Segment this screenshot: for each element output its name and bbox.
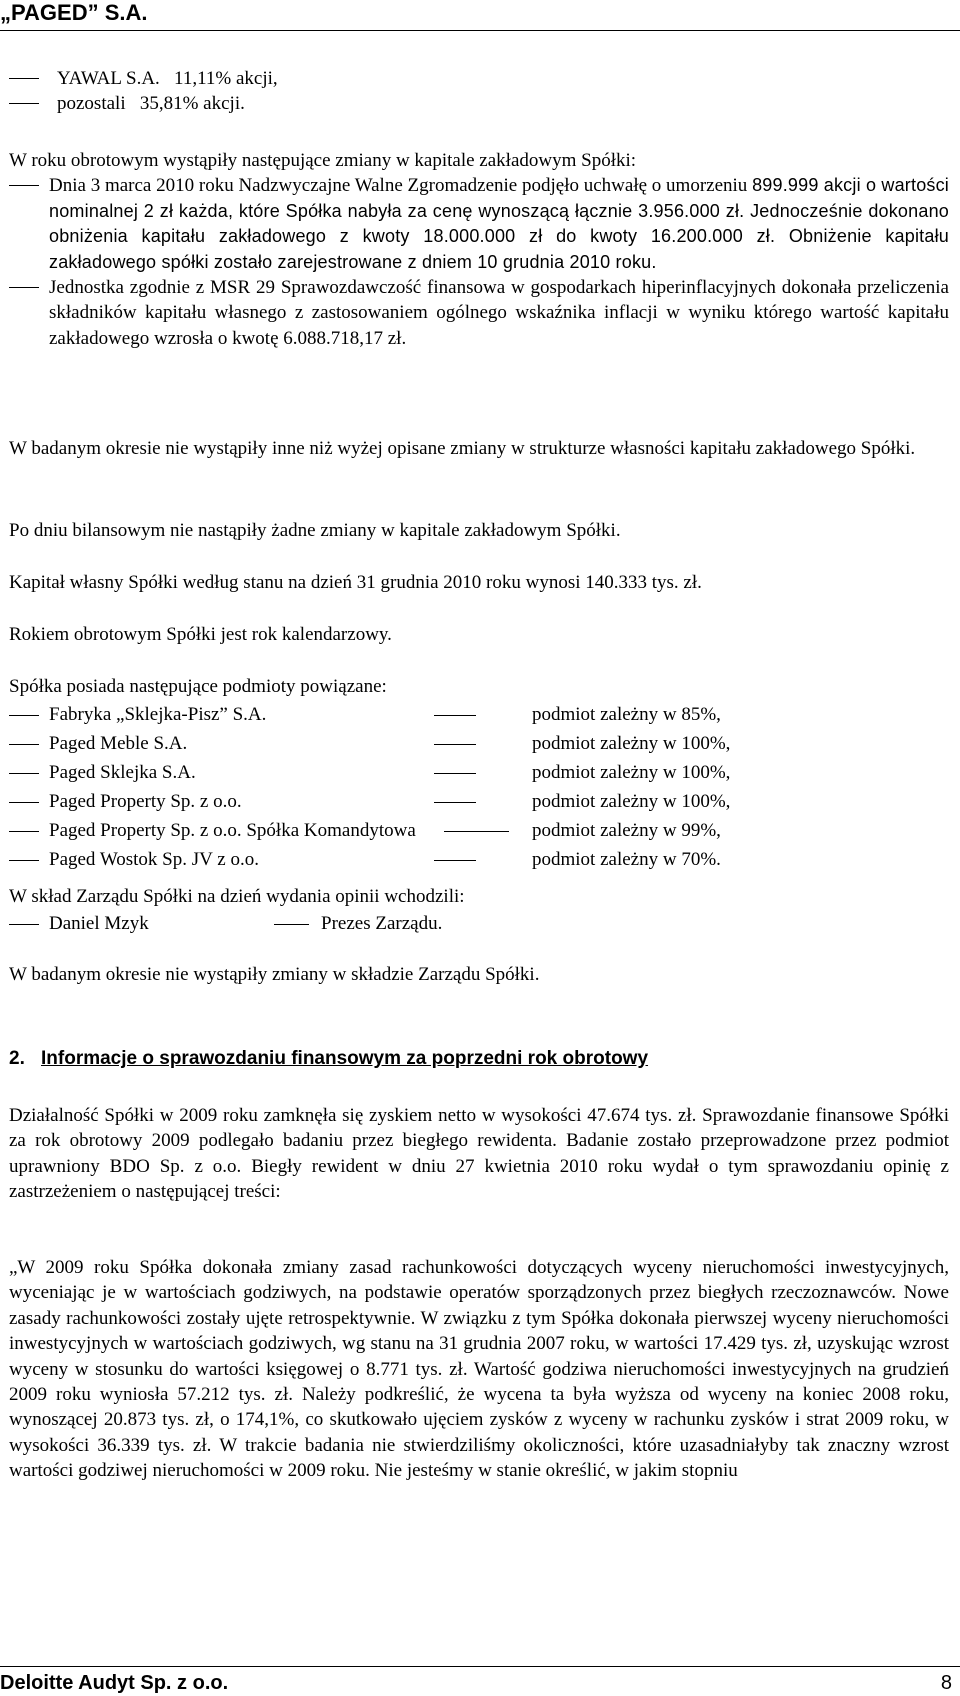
section-heading [9, 1048, 648, 1070]
capital-change-item-2: Jednostka zgodnie z MSR 29 Sprawozdawczość finansowa w gospodarkach hiperinflacyjnych dokonała przeliczenia składników kapitału własnego z zastosowaniem ogólnego wskaźnika inflacji w wyniku którego wartość kapitału zakładowego wzrosła o kwotę 6.088.718,17 zł. [9, 275, 949, 351]
capital-change-item-1-rest: 899.999 akcji o wartości nominalnej 2 zł każda, które Spółka nabyła za cenę wynoszącą łącznie 3.956.000 zł. Jednocześnie dokonano obniżenia kapitału zakładowego z kwoty 18.000.000 zł do kwoty 16.200.000 zł. Obniżenie kapitału zakładowego spółki zostało zarejestrowane z dniem 10 grudnia 2010 roku. [49, 175, 950, 272]
related-entity-status: podmiot zależny w 100%, [532, 791, 731, 812]
capital-change-item-1 [9, 173, 949, 275]
related-entity-status: podmiot zależny w 85%, [532, 704, 721, 725]
related-entity-row [9, 847, 949, 876]
section-paragraph: Działalność Spółki w 2009 roku zamknęła się zyskiem netto w wysokości 47.674 tys. zł. Sprawozdanie finansowe Spółki za rok obrotowy 2009 podlegało badaniu przez biegłego rewidenta. Badanie zostało przeprowadzone przez podmiot uprawniony BDO Sp. z o.o. Biegły rewident w dniu 27 kwietnia 2010 roku wydał o tym sprawozdaniu opinię z zastrzeżeniem o następującej treści: [9, 1105, 949, 1203]
board-intro: W skład Zarządu Spółki na dzień wydania opinii wchodzili: [9, 886, 465, 907]
paragraph-related-intro: Spółka posiada następujące podmioty powiązane: [9, 676, 387, 697]
board-member-row [9, 911, 949, 937]
related-entity-row [9, 760, 949, 789]
header-title: „PAGED” S.A. [0, 0, 148, 25]
related-entity-name: Paged Meble S.A. [49, 733, 188, 754]
capital-changes [9, 148, 949, 351]
shareholder-item: pozostali 35,81% akcji. [9, 91, 949, 116]
board-no-changes: W badanym okresie nie wystąpiły zmiany w składzie Zarządu Spółki. [9, 964, 540, 985]
paragraph-no-other-changes: W badanym okresie nie wystąpiły inne niż wyżej opisane zmiany w strukturze własności kapitału zakładowego Spółki. [9, 438, 916, 459]
related-entity-row [9, 731, 949, 760]
board-member-name: Daniel Mzyk [49, 913, 149, 934]
shareholder-list [9, 66, 949, 117]
related-entity-row [9, 789, 949, 818]
related-entity-name: Fabryka „Sklejka-Pisz” S.A. [49, 704, 267, 725]
paragraph-after-balance: Po dniu bilansowym nie nastąpiły żadne zmiany w kapitale zakładowym Spółki. [9, 520, 621, 541]
related-entity-name: Paged Property Sp. z o.o. Spółka Komandytowa [49, 820, 416, 841]
board-member-role: Prezes Zarządu. [321, 913, 443, 934]
related-entity-status: podmiot zależny w 99%, [532, 820, 721, 841]
capital-changes-intro: W roku obrotowym wystąpiły następujące zmiany w kapitale zakładowym Spółki: [9, 150, 637, 171]
section-title: Informacje o sprawozdaniu finansowym za poprzedni rok obrotowy [41, 1048, 649, 1069]
footer-company: Deloitte Audyt Sp. z o.o. [0, 1672, 229, 1694]
page-number: 8 [940, 1672, 952, 1694]
related-entity-name: Paged Property Sp. z o.o. [49, 791, 242, 812]
header-rule [0, 30, 960, 31]
paragraph-fiscal-year: Rokiem obrotowym Spółki jest rok kalendarzowy. [9, 624, 392, 645]
related-entity-name: Paged Wostok Sp. JV z o.o. [49, 849, 259, 870]
paragraph-equity: Kapitał własny Spółki według stanu na dzień 31 grudnia 2010 roku wynosi 140.333 tys. zł. [9, 572, 702, 593]
footer-rule [0, 1666, 960, 1667]
shareholder-item: YAWAL S.A. 11,11% akcji, [9, 66, 949, 91]
related-entity-status: podmiot zależny w 70%. [532, 849, 721, 870]
related-entity-status: podmiot zależny w 100%, [532, 733, 731, 754]
related-entity-row [9, 702, 949, 731]
auditor-opinion-quote: „W 2009 roku Spółka dokonała zmiany zasad rachunkowości dotyczących wyceny nieruchomości inwestycyjnych, wyceniając je w wartościach godziwych, na podstawie operatów sporządzonych przez biegłych rzeczoznawców. Nowe zasady rachunkowości zostały ujęte retrospektywnie. W związku z tym Spółka dokonała pierwszej wyceny nieruchomości inwestycyjnych w wartościach godziwych, wg stanu na 31 grudnia 2007 roku, w wartości 17.429 tys. zł, uzyskując wzrost wyceny w stosunku do wartości księgowej o 8.771 tys. zł. Wartość godziwa nieruchomości inwestycyjnych na grudzień 2009 roku wyniosła 57.212 tys. zł. Należy podkreślić, że wycena ta była wyższa od wyceny na koniec 2008 roku, wynoszącej 20.873 tys. zł, o 174,1%, co skutkowało ujęciem zysków z wyceny w rachunku zysków i strat 2009 roku, w wysokości 36.339 tys. zł. W trakcie badania nie stwierdziliśmy okoliczności, które uzasadniałyby tak znaczny wzrost wartości godziwej nieruchomości w 2009 roku. Nie jesteśmy w stanie określić, w jakim stopniu [9, 1257, 949, 1482]
related-entities-list [9, 702, 949, 876]
capital-change-item-1-line1: Dnia 3 marca 2010 roku Nadzwyczajne Walne Zgromadzenie podjęło uchwałę o umorzeniu [49, 175, 748, 197]
related-entity-row [9, 818, 949, 847]
related-entity-name: Paged Sklejka S.A. [49, 762, 196, 783]
related-entity-status: podmiot zależny w 100%, [532, 762, 731, 783]
section-number: 2. [9, 1048, 25, 1069]
